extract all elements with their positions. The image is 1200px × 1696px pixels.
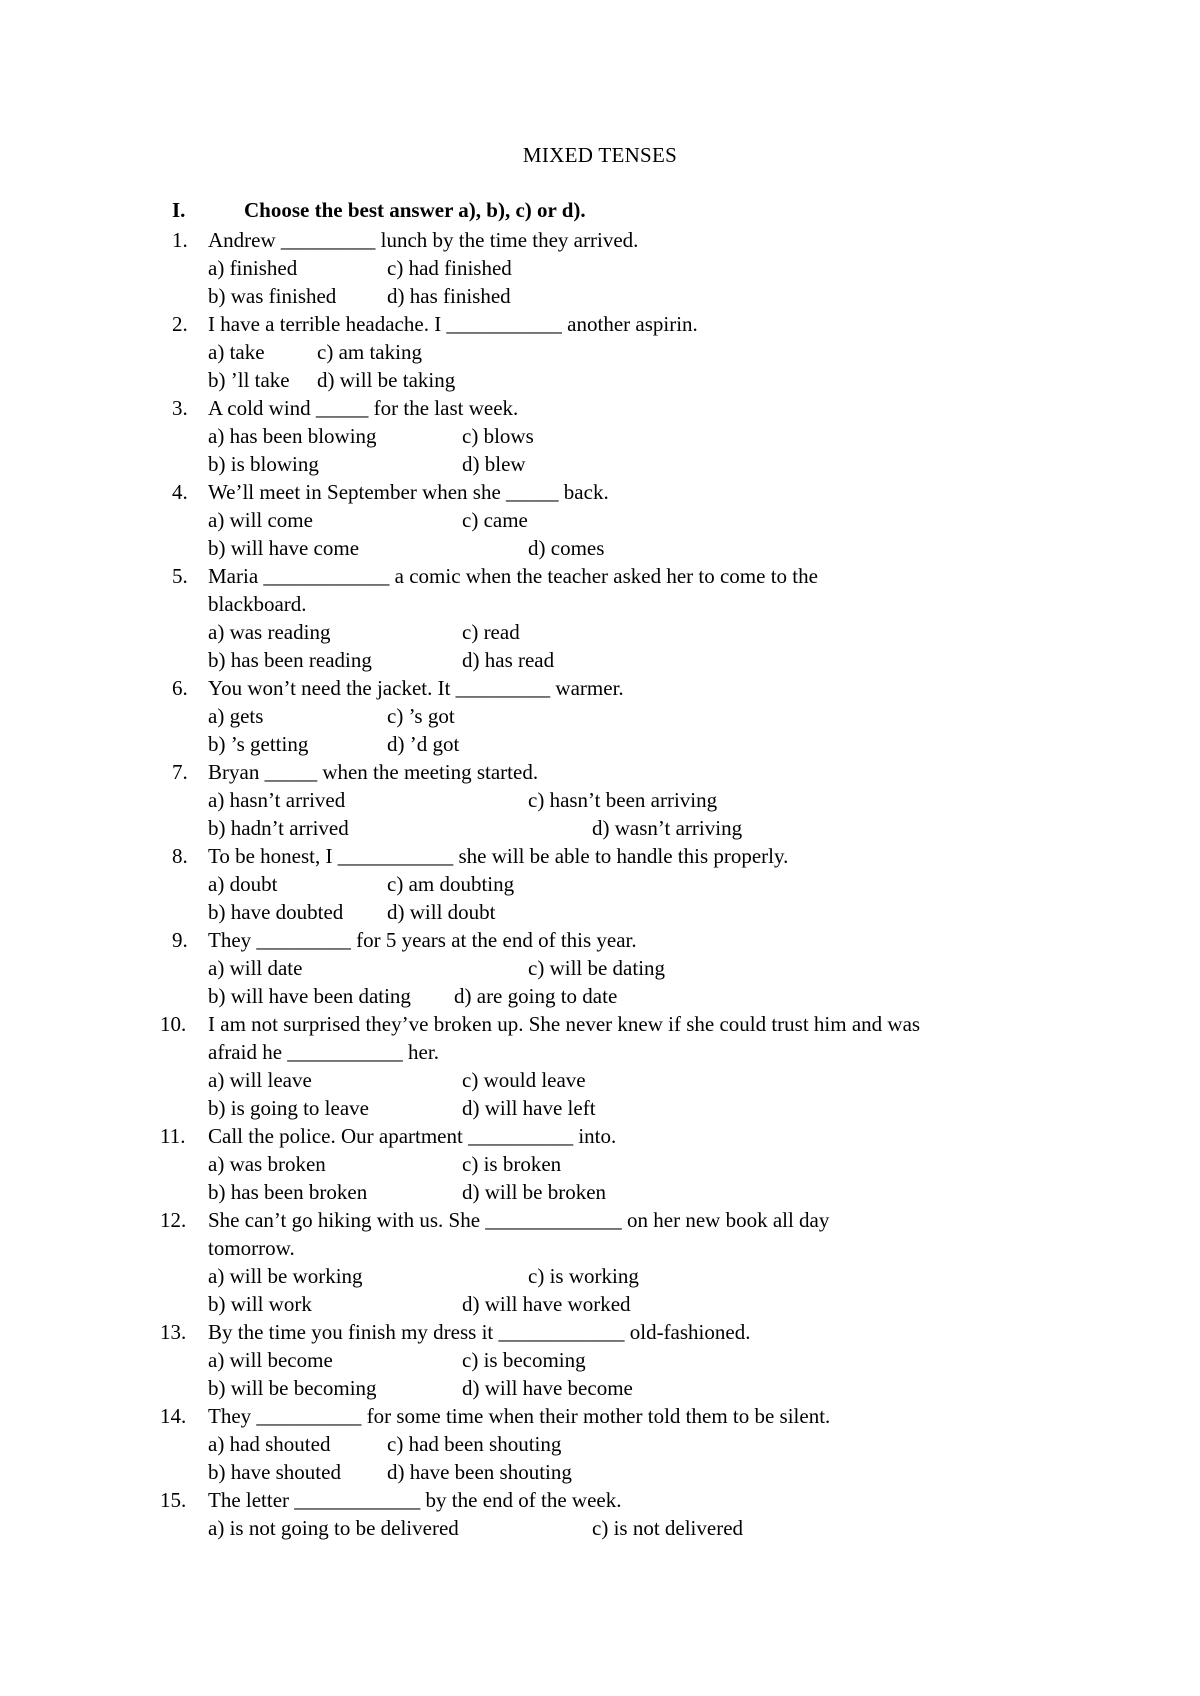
question-item xyxy=(172,926,1072,1010)
option-row xyxy=(172,1178,1072,1206)
question-number: 13. xyxy=(160,1320,187,1344)
answer-option: c) ’s got xyxy=(387,704,455,728)
question-text: Andrew _________ lunch by the time they arrived. xyxy=(208,228,639,252)
answer-option: a) is not going to be delivered xyxy=(208,1516,459,1540)
option-row xyxy=(172,1290,1072,1318)
section-number: I. xyxy=(172,198,186,222)
option-row xyxy=(172,366,1072,394)
question-text: A cold wind _____ for the last week. xyxy=(208,396,519,420)
question-item xyxy=(172,842,1072,926)
answer-option: b) has been broken xyxy=(208,1180,368,1204)
page-title: MIXED TENSES xyxy=(522,143,678,167)
question-text: The letter ____________ by the end of the week. xyxy=(208,1488,622,1512)
question-item xyxy=(160,1318,1072,1402)
question-text: They _________ for 5 years at the end of this year. xyxy=(208,928,637,952)
option-row xyxy=(172,898,1072,926)
question-text: She can’t go hiking with us. She _____________ on her new book all day xyxy=(208,1208,830,1232)
question-number: 6. xyxy=(172,676,188,700)
question-item xyxy=(160,1122,1072,1206)
question-line xyxy=(160,1402,1072,1430)
answer-option: c) had been shouting xyxy=(387,1432,562,1456)
question-number: 11. xyxy=(160,1124,186,1148)
answer-option: c) is working xyxy=(528,1264,639,1288)
answer-option: c) blows xyxy=(462,424,534,448)
answer-option: b) will be becoming xyxy=(208,1376,377,1400)
question-line xyxy=(172,226,1072,254)
question-number: 10. xyxy=(160,1012,187,1036)
option-row xyxy=(172,1346,1072,1374)
question-number: 7. xyxy=(172,760,188,784)
answer-option: d) will have left xyxy=(462,1096,596,1120)
answer-option: a) finished xyxy=(208,256,298,280)
question-line xyxy=(172,842,1072,870)
question-number: 12. xyxy=(160,1208,187,1232)
question-number: 3. xyxy=(172,396,188,420)
question-text: To be honest, I ___________ she will be able to handle this properly. xyxy=(208,844,789,868)
answer-option: c) am taking xyxy=(317,340,422,364)
answer-option: b) is blowing xyxy=(208,452,319,476)
answer-option: a) was broken xyxy=(208,1152,326,1176)
option-row xyxy=(172,1094,1072,1122)
question-text: afraid he ___________ her. xyxy=(208,1040,439,1064)
answer-option: a) gets xyxy=(208,704,264,728)
option-row xyxy=(172,618,1072,646)
option-row xyxy=(172,954,1072,982)
option-row xyxy=(172,870,1072,898)
answer-option: d) will have become xyxy=(462,1376,633,1400)
question-line xyxy=(172,562,1072,590)
question-item xyxy=(172,478,1072,562)
answer-option: c) had finished xyxy=(387,256,512,280)
question-item xyxy=(172,310,1072,394)
answer-option: b) has been reading xyxy=(208,648,372,672)
option-row xyxy=(172,422,1072,450)
question-text: They __________ for some time when their mother told them to be silent. xyxy=(208,1404,831,1428)
answer-option: a) take xyxy=(208,340,265,364)
question-line xyxy=(160,1486,1072,1514)
question-text: Bryan _____ when the meeting started. xyxy=(208,760,539,784)
answer-option: b) ’s getting xyxy=(208,732,309,756)
option-row xyxy=(172,1430,1072,1458)
question-line xyxy=(172,1234,1072,1262)
answer-option: d) wasn’t arriving xyxy=(592,816,743,840)
question-item xyxy=(172,562,1072,674)
answer-option: d) will be broken xyxy=(462,1180,607,1204)
answer-option: b) hadn’t arrived xyxy=(208,816,349,840)
answer-option: a) will come xyxy=(208,508,313,532)
answer-option: c) am doubting xyxy=(387,872,515,896)
question-text: Call the police. Our apartment __________ into. xyxy=(208,1124,617,1148)
option-row xyxy=(172,338,1072,366)
answer-option: d) blew xyxy=(462,452,526,476)
question-line xyxy=(160,1206,1072,1234)
section-instruction: Choose the best answer a), b), c) or d). xyxy=(244,198,586,222)
answer-option: a) will leave xyxy=(208,1068,312,1092)
answer-option: d) are going to date xyxy=(454,984,618,1008)
question-line xyxy=(160,1318,1072,1346)
question-item xyxy=(172,674,1072,758)
answer-option: d) comes xyxy=(528,536,605,560)
answer-option: a) will date xyxy=(208,956,303,980)
option-row xyxy=(172,1374,1072,1402)
answer-option: c) came xyxy=(462,508,528,532)
question-line xyxy=(172,590,1072,618)
answer-option: c) hasn’t been arriving xyxy=(528,788,718,812)
answer-option: b) ’ll take xyxy=(208,368,290,392)
question-line xyxy=(160,1010,1072,1038)
option-row xyxy=(172,982,1072,1010)
answer-option: a) will become xyxy=(208,1348,333,1372)
option-row xyxy=(172,450,1072,478)
option-row xyxy=(172,1514,1072,1542)
answer-option: a) had shouted xyxy=(208,1432,331,1456)
answer-option: b) will work xyxy=(208,1292,312,1316)
question-line xyxy=(172,310,1072,338)
section-heading xyxy=(172,198,586,223)
question-text: blackboard. xyxy=(208,592,307,616)
question-item xyxy=(160,1402,1072,1486)
question-number: 8. xyxy=(172,844,188,868)
answer-option: d) has finished xyxy=(387,284,511,308)
answer-option: b) have shouted xyxy=(208,1460,341,1484)
answer-option: c) is not delivered xyxy=(592,1516,744,1540)
question-item xyxy=(172,758,1072,842)
option-row xyxy=(172,282,1072,310)
answer-option: b) have doubted xyxy=(208,900,344,924)
option-row xyxy=(172,786,1072,814)
answer-option: b) was finished xyxy=(208,284,337,308)
answer-option: c) will be dating xyxy=(528,956,666,980)
question-line xyxy=(172,1038,1072,1066)
question-line xyxy=(172,758,1072,786)
question-line xyxy=(172,478,1072,506)
question-item xyxy=(160,1010,1072,1122)
answer-option: a) was reading xyxy=(208,620,331,644)
answer-option: a) has been blowing xyxy=(208,424,377,448)
option-row xyxy=(172,1150,1072,1178)
answer-option: c) would leave xyxy=(462,1068,586,1092)
answer-option: d) has read xyxy=(462,648,555,672)
question-line xyxy=(160,1122,1072,1150)
question-item xyxy=(172,226,1072,310)
option-row xyxy=(172,646,1072,674)
question-text: I have a terrible headache. I ___________ another aspirin. xyxy=(208,312,698,336)
question-number: 4. xyxy=(172,480,188,504)
question-text: I am not surprised they’ve broken up. She never knew if she could trust him and was xyxy=(208,1012,921,1036)
answer-option: b) will have been dating xyxy=(208,984,411,1008)
question-number: 9. xyxy=(172,928,188,952)
answer-option: b) will have come xyxy=(208,536,360,560)
option-row xyxy=(172,1066,1072,1094)
option-row xyxy=(172,506,1072,534)
question-item xyxy=(172,394,1072,478)
answer-option: a) doubt xyxy=(208,872,278,896)
answer-option: d) will doubt xyxy=(387,900,496,924)
answer-option: a) hasn’t arrived xyxy=(208,788,346,812)
question-number: 1. xyxy=(172,228,188,252)
answer-option: d) will be taking xyxy=(317,368,456,392)
option-row xyxy=(172,254,1072,282)
question-number: 15. xyxy=(160,1488,187,1512)
question-text: By the time you finish my dress it ____________ old-fashioned. xyxy=(208,1320,751,1344)
question-text: Maria ____________ a comic when the teacher asked her to come to the xyxy=(208,564,818,588)
answer-option: a) will be working xyxy=(208,1264,363,1288)
option-row xyxy=(172,730,1072,758)
answer-option: d) ’d got xyxy=(387,732,460,756)
option-row xyxy=(172,814,1072,842)
question-text: tomorrow. xyxy=(208,1236,295,1260)
question-line xyxy=(172,674,1072,702)
answer-option: b) is going to leave xyxy=(208,1096,369,1120)
question-number: 5. xyxy=(172,564,188,588)
answer-option: d) have been shouting xyxy=(387,1460,572,1484)
question-item xyxy=(160,1486,1072,1542)
question-number: 14. xyxy=(160,1404,187,1428)
option-row xyxy=(172,1458,1072,1486)
question-line xyxy=(172,394,1072,422)
option-row xyxy=(172,702,1072,730)
answer-option: c) is becoming xyxy=(462,1348,586,1372)
option-row xyxy=(172,534,1072,562)
question-line xyxy=(172,926,1072,954)
question-text: We’ll meet in September when she _____ back. xyxy=(208,480,609,504)
question-list xyxy=(160,226,1072,1542)
question-item xyxy=(160,1206,1072,1318)
answer-option: c) is broken xyxy=(462,1152,562,1176)
option-row xyxy=(172,1262,1072,1290)
answer-option: c) read xyxy=(462,620,520,644)
question-text: You won’t need the jacket. It _________ warmer. xyxy=(208,676,624,700)
answer-option: d) will have worked xyxy=(462,1292,631,1316)
question-number: 2. xyxy=(172,312,188,336)
